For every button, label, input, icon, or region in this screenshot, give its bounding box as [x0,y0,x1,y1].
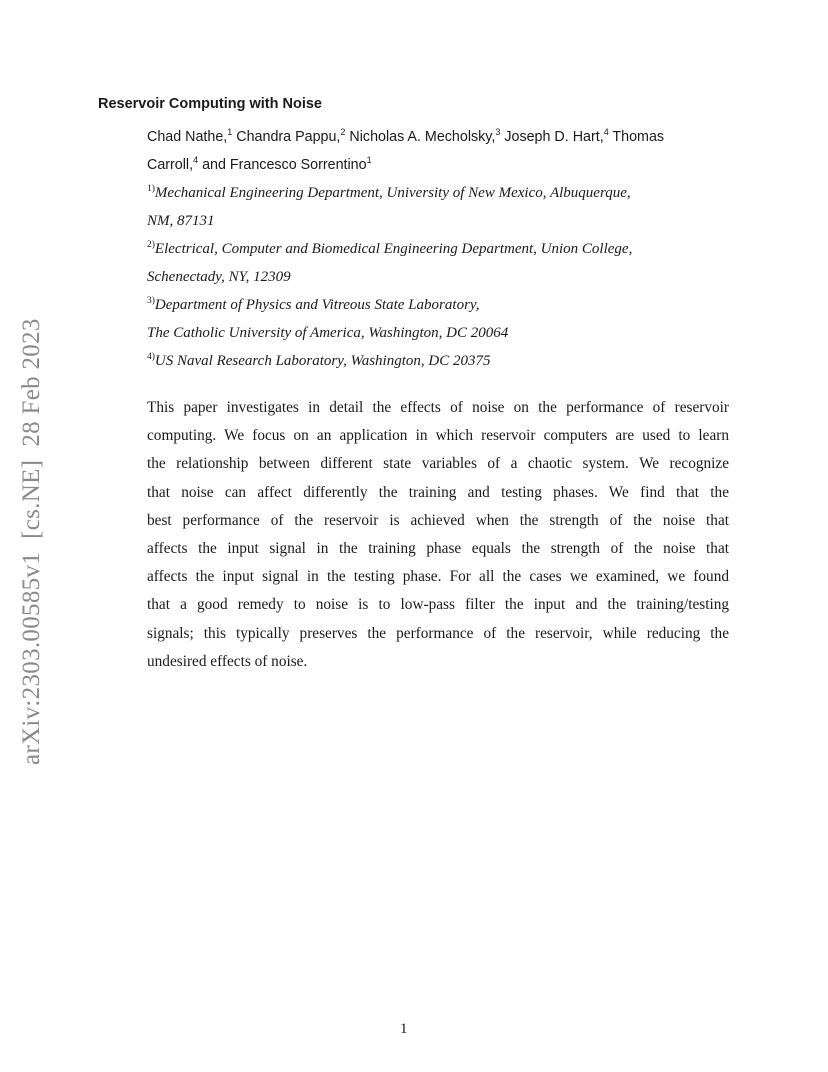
affiliation-2-line-1 [147,241,632,258]
author-affiliation-mark: 1 [366,155,372,165]
affiliation-text: NM, 87131 [147,213,215,229]
abstract-line: signals; this typically preserves the performance of the reservoir, while reducing the [147,624,729,642]
affiliation-3-line-1 [147,297,479,314]
author-name: Chad Nathe, [147,129,228,145]
author-name: Joseph D. Hart, [504,129,604,145]
affiliation-mark: 3) [147,296,155,306]
abstract-line: affects the input signal in the testing phase. For all the cases we examined, we found [147,568,729,586]
affiliation-2-line-2 [147,269,291,286]
abstract-line: that a good remedy to noise is to low-pass filter the input and the training/testing [147,596,729,614]
affiliation-mark: 2) [147,240,155,250]
abstract-line: undesired effects of noise. [147,652,308,670]
author-affiliation-mark: 4 [193,155,199,165]
abstract-line: that noise can affect differently the training and testing phases. We find that the [147,483,729,501]
affiliation-text: Department of Physics and Vitreous State Laboratory, [154,297,480,313]
affiliation-1-line-2 [147,213,215,230]
affiliation-mark: 1) [147,184,155,194]
affiliation-text: US Naval Research Laboratory, Washington, DC 20375 [154,353,491,369]
author-name: Carroll, [147,157,194,173]
abstract-line: best performance of the reservoir is achieved when the strength of the noise that [147,511,729,529]
arxiv-identifier: arXiv:2303.00585v1 [cs.NE] 28 Feb 2023 [18,318,45,765]
author-name: Thomas [612,129,665,145]
author-line-2 [147,157,372,173]
affiliation-text: Mechanical Engineering Department, University of New Mexico, Albuquerque, [154,185,631,201]
affiliation-3-line-2 [147,325,508,342]
affiliation-4-line-1 [147,353,490,370]
affiliation-text: The Catholic University of America, Washington, DC 20064 [147,325,509,341]
affiliation-text: Electrical, Computer and Biomedical Engineering Department, Union College, [154,241,633,257]
affiliation-1-line-1 [147,185,631,202]
page-number: 1 [400,1021,408,1037]
author-affiliation-mark: 1 [227,127,233,137]
affiliation-mark: 4) [147,352,155,362]
author-affiliation-mark: 2 [340,127,346,137]
author-line-1 [147,129,664,145]
abstract [147,394,729,676]
abstract-line: computing. We focus on an application in which reservoir computers are used to learn [147,427,729,445]
affiliation-text: Schenectady, NY, 12309 [147,269,291,285]
abstract-line: the relationship between different state variables of a chaotic system. We recognize [147,455,729,473]
paper-title: Reservoir Computing with Noise [98,96,322,112]
author-name: Nicholas A. Mecholsky, [349,129,496,145]
author-name: and Francesco Sorrentino [202,157,367,173]
author-affiliation-mark: 4 [603,127,609,137]
abstract-line: affects the input signal in the training phase equals the strength of the noise that [147,539,729,557]
abstract-line: This paper investigates in detail the effects of noise on the performance of reservoir [147,399,729,416]
author-name: Chandra Pappu, [236,129,341,145]
author-affiliation-mark: 3 [495,127,501,137]
